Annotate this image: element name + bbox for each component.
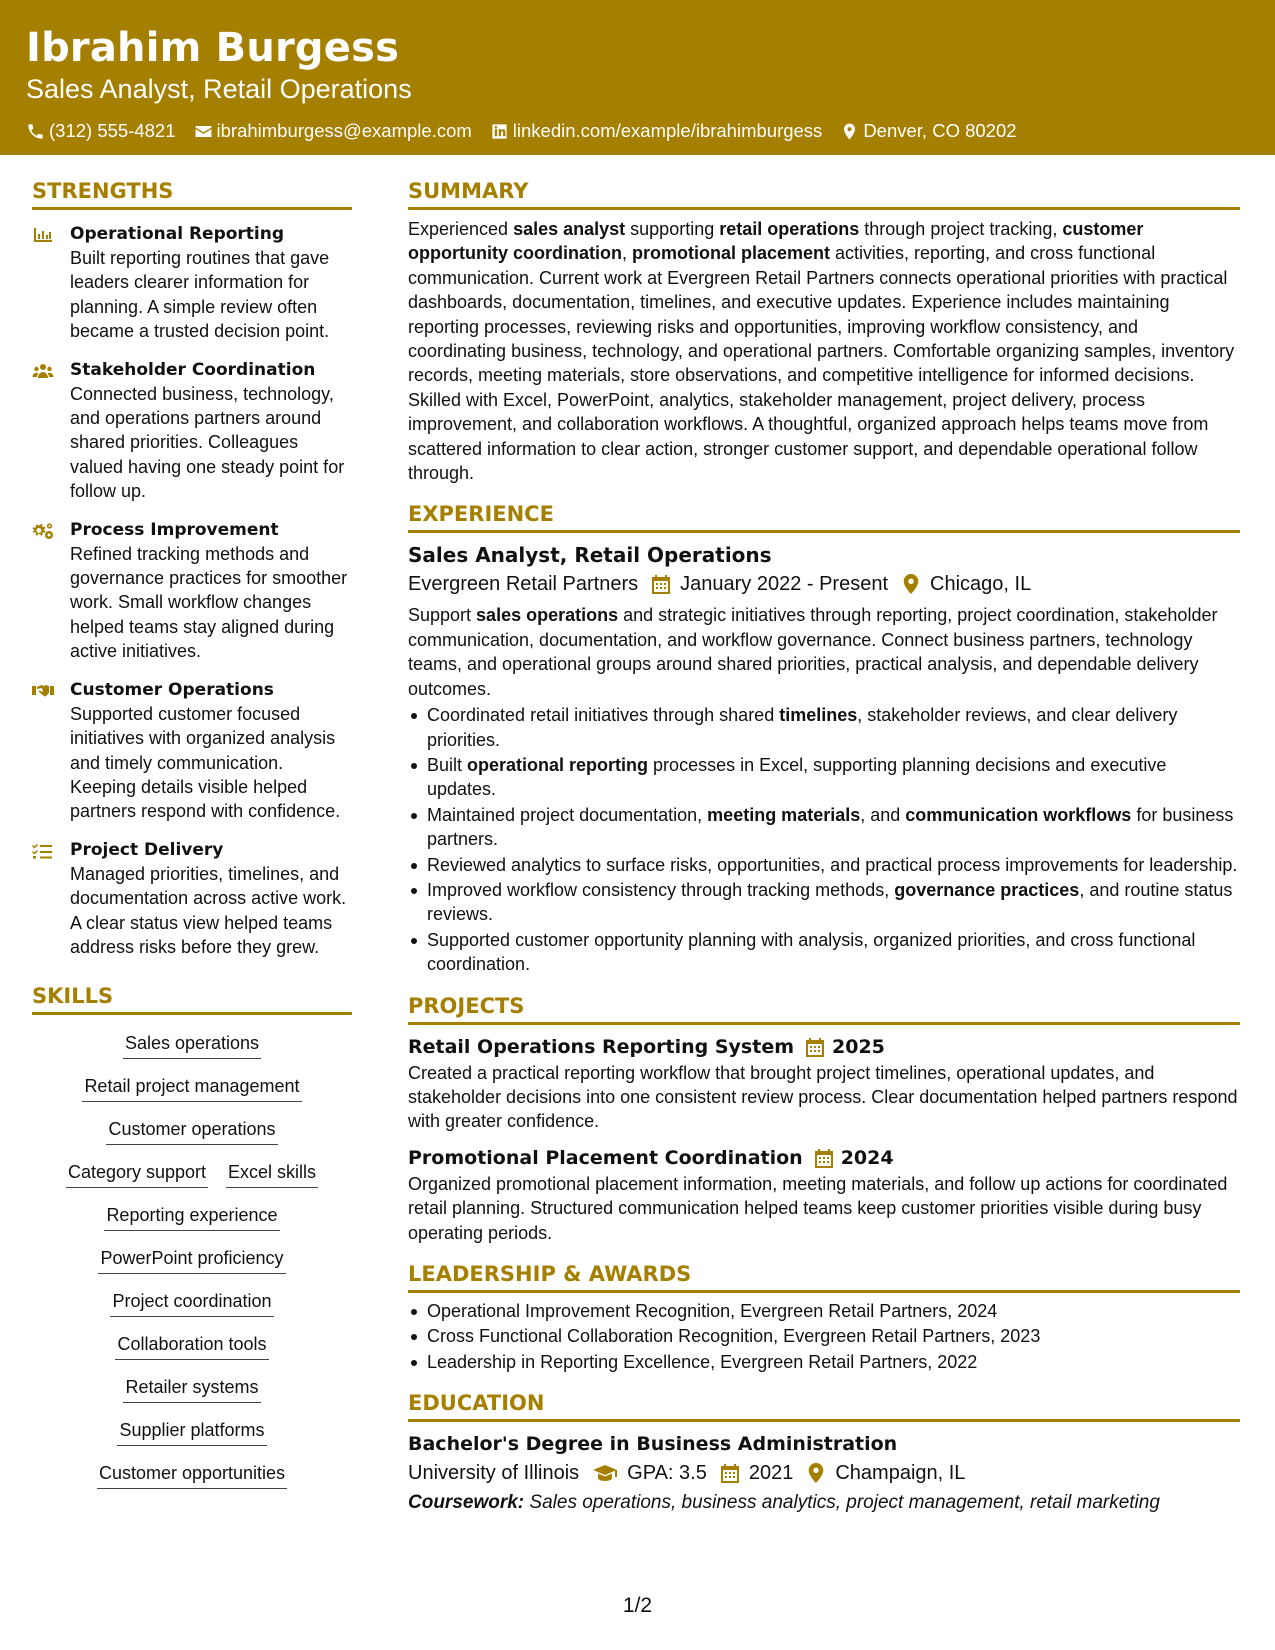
strength-desc: Built reporting routines that gave leaders clearer information for planning. A simple review often became a trusted decision point. xyxy=(70,248,330,342)
job-title: Sales Analyst, Retail Operations xyxy=(408,543,772,568)
project-desc: Organized promotional placement information, meeting materials, and follow up actions for coordinated retail planning. Structured communication helped teams keep customer priorities visible during busy operating periods. xyxy=(408,1173,1228,1243)
resume-header xyxy=(0,0,1275,155)
contact-location xyxy=(840,120,1016,142)
candidate-name: Ibrahim Burgess xyxy=(26,25,400,71)
skill-tag: Customer operations xyxy=(106,1117,277,1145)
job-dates: January 2022 - Present xyxy=(680,573,889,596)
page-number: 1/2 xyxy=(622,1594,653,1617)
text-run: Coordinated retail initiatives through shared xyxy=(427,705,780,726)
job-bullet xyxy=(408,878,1240,927)
text-run: Reviewed analytics to surface risks, opportunities, and practical process improvements for leadership. xyxy=(427,854,1238,875)
project-item xyxy=(408,1033,1240,1134)
candidate-headline: Sales Analyst, Retail Operations xyxy=(26,74,412,104)
job-description xyxy=(408,603,1240,701)
emphasis-text: meeting materials xyxy=(707,804,861,825)
experience-heading: EXPERIENCE xyxy=(408,499,1240,533)
strength-title: Customer Operations xyxy=(70,679,274,700)
strength-desc: Refined tracking methods and governance practices for smoother work. Small workflow changes helped teams stay aligned during active initiatives. xyxy=(70,543,348,662)
phone-text[interactable]: (312) 555-4821 xyxy=(49,120,176,141)
skill-tag: Sales operations xyxy=(123,1031,261,1059)
text-run: Built xyxy=(427,754,468,775)
calendar-icon xyxy=(815,1148,833,1168)
skill-tag: Customer opportunities xyxy=(97,1461,287,1489)
text-run: , and xyxy=(860,804,906,825)
location-text: Denver, CO 80202 xyxy=(863,120,1017,141)
phone-icon xyxy=(26,122,45,141)
skills-section xyxy=(32,981,352,1489)
graduation-year: 2021 xyxy=(748,1462,794,1485)
strength-title: Operational Reporting xyxy=(70,224,285,244)
contact-email xyxy=(194,120,472,142)
contact-linkedin xyxy=(490,120,823,142)
school-name: University of Illinois xyxy=(408,1462,580,1485)
education-heading: EDUCATION xyxy=(408,1388,1240,1422)
text-run: for business partners. xyxy=(427,804,1234,850)
awards-list xyxy=(408,1299,1240,1374)
emphasis-text: sales operations xyxy=(476,605,619,626)
text-run: , and routine status reviews. xyxy=(427,879,1233,925)
skills-list xyxy=(32,1023,352,1489)
skill-row xyxy=(97,1117,286,1145)
skill-tag: Category support xyxy=(66,1160,208,1188)
school-location: Champaign, IL xyxy=(835,1462,966,1485)
gpa-text: GPA: 3.5 xyxy=(627,1462,707,1485)
emphasis-text: governance practices xyxy=(894,879,1080,900)
skill-tag: Retail project management xyxy=(82,1074,301,1102)
skill-row xyxy=(57,1160,327,1188)
coursework xyxy=(408,1488,1240,1518)
text-run: Improved workflow consistency through tracking methods, xyxy=(427,879,895,900)
skill-row xyxy=(95,1203,288,1231)
coursework-label: Coursework: xyxy=(408,1492,525,1514)
experience-section xyxy=(408,499,1240,976)
skill-tag: Supplier platforms xyxy=(117,1418,266,1446)
emphasis-text: retail operations xyxy=(719,219,860,239)
project-title: Promotional Placement Coordination xyxy=(408,1146,803,1169)
summary-section xyxy=(408,176,1240,485)
left-column xyxy=(32,176,352,1489)
skill-tag: Reporting experience xyxy=(104,1203,279,1231)
emphasis-text: timelines xyxy=(779,705,858,726)
project-title: Retail Operations Reporting System xyxy=(408,1035,795,1058)
email-link[interactable]: ibrahimburgess@example.com xyxy=(216,120,472,141)
text-run: processes in Excel, supporting planning decisions and executive updates. xyxy=(427,754,1167,800)
map-pin-icon xyxy=(840,122,859,141)
text-run: , stakeholder reviews, and clear delivery priorities. xyxy=(427,705,1178,750)
project-item xyxy=(408,1144,1240,1245)
job-bullet xyxy=(408,853,1240,877)
strength-item xyxy=(32,222,352,344)
projects-heading: PROJECTS xyxy=(408,991,1240,1025)
skills-heading: SKILLS xyxy=(32,981,352,1015)
strengths-list xyxy=(32,222,352,959)
calendar-icon xyxy=(721,1463,739,1483)
project-year: 2025 xyxy=(832,1035,885,1058)
strength-desc: Connected business, technology, and operations partners around shared priorities. Colleagues valued having one steady point for follow up. xyxy=(70,383,345,502)
job-bullet xyxy=(408,753,1240,802)
calendar-icon xyxy=(652,574,670,594)
emphasis-text: sales analyst xyxy=(513,219,626,239)
skill-tag: Project coordination xyxy=(110,1289,273,1317)
text-run: Maintained project documentation, xyxy=(427,804,708,825)
list-check-icon xyxy=(32,842,54,860)
strength-item xyxy=(32,678,352,824)
strength-item xyxy=(32,358,352,504)
emphasis-text: customer opportunity coordination xyxy=(408,219,1144,264)
emphasis-text: promotional placement xyxy=(632,243,831,264)
text-run: Support xyxy=(408,605,477,626)
text-run: , xyxy=(621,243,632,264)
award-item: Leadership in Reporting Excellence, Evergreen Retail Partners, 2022 xyxy=(408,1350,1240,1374)
strength-desc: Managed priorities, timelines, and documentation across active work. A clear status view helped teams address risks before they grew. xyxy=(70,863,347,957)
skill-row xyxy=(89,1246,294,1274)
strength-title: Project Delivery xyxy=(70,839,224,860)
job-bullet xyxy=(408,803,1240,852)
skill-row xyxy=(114,1375,269,1403)
graduation-cap-icon xyxy=(593,1464,617,1482)
skill-row xyxy=(88,1461,296,1489)
map-pin-icon xyxy=(902,574,920,594)
education-section xyxy=(408,1388,1240,1518)
text-run: Supported customer opportunity planning with analysis, organized priorities, and cross functional coordination. xyxy=(427,929,1196,975)
job-meta xyxy=(408,569,1240,599)
strength-item xyxy=(32,518,352,664)
skill-row xyxy=(101,1289,282,1317)
contact-bar xyxy=(26,120,1275,142)
award-item: Operational Improvement Recognition, Evergreen Retail Partners, 2024 xyxy=(408,1299,1240,1323)
award-item: Cross Functional Collaboration Recognition, Evergreen Retail Partners, 2023 xyxy=(408,1324,1240,1348)
text-run: Experienced xyxy=(408,219,514,239)
envelope-icon xyxy=(194,122,213,141)
text-run: and strategic initiatives through reporting, project coordination, stakeholder communication, documentation, and workflow governance. Connect business partners, technology teams, and operational groups around shared priorities, practical analysis, and dependable delivery outcomes. xyxy=(408,605,1218,699)
skill-tag: Collaboration tools xyxy=(115,1332,268,1360)
strengths-heading: STRENGTHS xyxy=(32,176,352,210)
summary-text xyxy=(408,217,1240,485)
strength-title: Process Improvement xyxy=(70,519,279,540)
leadership-section xyxy=(408,1259,1240,1374)
users-icon xyxy=(32,362,54,380)
strength-item xyxy=(32,838,352,960)
skill-tag: Retailer systems xyxy=(123,1375,260,1403)
job-bullets xyxy=(408,703,1240,976)
education-meta xyxy=(408,1458,1240,1488)
emphasis-text: operational reporting xyxy=(467,754,649,775)
skill-tag: Excel skills xyxy=(226,1160,318,1188)
summary-heading: SUMMARY xyxy=(408,176,1240,210)
right-column xyxy=(408,176,1240,1518)
skill-row xyxy=(114,1031,270,1059)
chart-icon xyxy=(32,226,54,244)
gears-icon xyxy=(32,522,54,540)
projects-section xyxy=(408,991,1240,1245)
job-bullet xyxy=(408,703,1240,752)
job-bullet xyxy=(408,928,1240,977)
skill-row xyxy=(73,1074,310,1102)
project-year: 2024 xyxy=(840,1146,894,1169)
text-run: activities, reporting, and cross functional communication. Current work at Evergreen Retail Partners connects operational priorities with practical dashboards, documentation, timelines, and executive updates. Experience includes maintaining reporting processes, reviewing risks and opportunities, improving workflow consistency, and coordinating business, technology, and operational partners. Comfortable organizing samples, inventory records, meeting materials, store observations, and competitive intelligence for informed decisions. Skilled with Excel, PowerPoint, analytics, stakeholder management, project delivery, process improvement, and collaboration workflows. A thoughtful, organized approach helps teams move from scattered information to clear action, stronger customer support, and dependable operational follow through. xyxy=(408,243,1235,484)
skill-row xyxy=(108,1418,275,1446)
skill-row xyxy=(106,1332,277,1360)
leadership-heading: LEADERSHIP & AWARDS xyxy=(408,1259,1240,1293)
text-run: through project tracking, xyxy=(859,219,1063,239)
calendar-icon xyxy=(806,1037,824,1057)
emphasis-text: communication workflows xyxy=(905,804,1132,825)
project-desc: Created a practical reporting workflow that brought project timelines, operational updates, and stakeholder decisions into one consistent review process. Clear documentation helped partners respond with greater confidence. xyxy=(408,1062,1238,1132)
linkedin-icon xyxy=(490,122,509,141)
map-pin-icon xyxy=(807,1463,825,1483)
strength-title: Stakeholder Coordination xyxy=(70,359,316,380)
coursework-text: Sales operations, business analytics, project management, retail marketing xyxy=(524,1492,1160,1514)
contact-phone xyxy=(26,120,176,142)
degree-title: Bachelor's Degree in Business Administration xyxy=(408,1433,898,1456)
linkedin-link[interactable]: linkedin.com/example/ibrahimburgess xyxy=(512,120,823,141)
company-name: Evergreen Retail Partners xyxy=(408,573,639,596)
strength-desc: Supported customer focused initiatives with organized analysis and timely communication. Keeping details visible helped partners respond with confidence. xyxy=(70,703,341,822)
skill-tag: PowerPoint proficiency xyxy=(98,1246,285,1274)
job-location: Chicago, IL xyxy=(930,573,1032,596)
text-run: supporting xyxy=(625,219,720,239)
handshake-icon xyxy=(32,682,54,700)
